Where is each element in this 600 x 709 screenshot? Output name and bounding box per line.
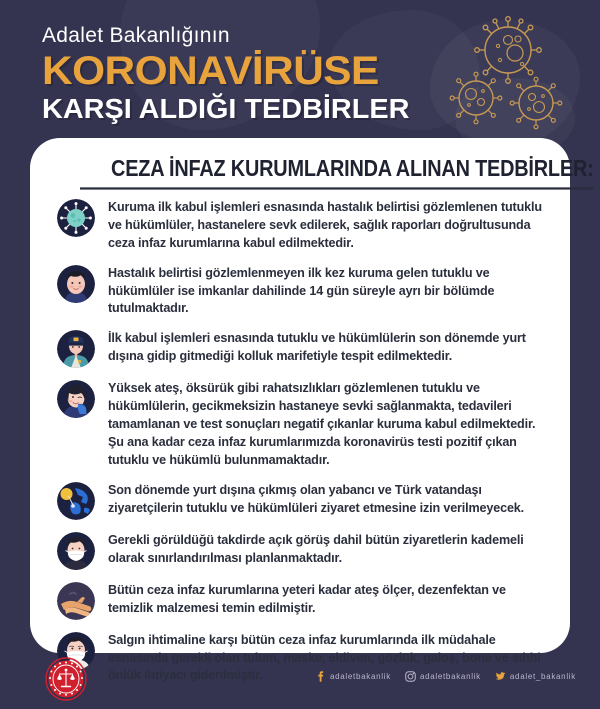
social-link-facebook[interactable] (315, 671, 391, 682)
list-item-text: Bütün ceza infaz kurumlarına yeteri kadar ateş ölçer, dezenfektan ve temizlik malzemesi temin edilmiştir. (108, 582, 506, 615)
list-item-text: Kuruma ilk kabul işlemleri esnasında hastalık belirtisi gözlemlenen tutuklu ve hükümlüler, hastanelere sevk edilerek, sağlık raporları doğrultusunda ceza infaz kurumlarına kabul edilmektedir. (108, 200, 542, 250)
globe-icon (57, 482, 95, 520)
handwashing-icon (57, 582, 95, 620)
twitter-icon (495, 671, 506, 682)
header-text-group (42, 24, 462, 123)
social-link-twitter[interactable] (495, 671, 576, 682)
police-officer-icon (57, 330, 95, 368)
ministry-of-justice-seal-icon (44, 657, 88, 701)
social-links (315, 671, 576, 682)
list-item (52, 264, 548, 319)
list-item (52, 329, 548, 368)
list-item (52, 531, 548, 570)
social-handle-facebook: adaletbakanlik (329, 672, 391, 681)
list-item (52, 198, 548, 253)
footer (0, 653, 600, 709)
coronavirus-icon (57, 199, 95, 237)
measures-list (52, 198, 548, 685)
list-item (52, 379, 548, 469)
instagram-icon (405, 671, 416, 682)
coughing-person-icon (57, 380, 95, 418)
list-item-text: Son dönemde yurt dışına çıkmış olan yabancı ve Türk vatandaşı ziyaretçilerin tutuklu ve hükümlüleri ziyaret etmesine izin verilmeyecek. (108, 482, 525, 515)
social-handle-instagram: adaletbakanlik (419, 672, 481, 681)
facebook-icon (315, 671, 326, 682)
coronavirus-cluster-icon (436, 8, 586, 133)
masked-woman-icon (57, 532, 95, 570)
list-item-text: İlk kabul işlemleri esnasında tutuklu ve hükümlülerin son dönemde yurt dışına gidip gitmediği kolluk marifetiyle tespit edilmektedir. (108, 331, 526, 364)
list-item (52, 481, 548, 520)
header-title-main: KORONAVİRÜSE (42, 49, 379, 94)
header (0, 0, 600, 140)
list-item-text: Salgın ihtimaline karşı bütün ceza infaz kurumlarında ilk müdahale esnasında gerekli olan tulum, maske, eldiven, gözlük, galoş, bone ve sıhhi önlük ihtiyacı giderilmiştir. (108, 632, 541, 683)
list-item-text: Gerekli görüldüğü takdirde açık görüş dahil bütün ziyaretlerin kademeli olarak sınırlandırılması planlanmaktadır. (108, 532, 524, 565)
list-item (52, 581, 548, 620)
list-item-text: Hastalık belirtisi gözlemlenmeyen ilk kez kuruma gelen tutuklu ve hükümlüler ise imkanlar dahilinde 14 gün süreyle ayrı bir bölümde tutulmaktadır. (108, 265, 495, 316)
list-item-text: Yüksek ateş, öksürük gibi rahatsızlıkları gözlemlenen tutuklu ve hükümlülerin, gecikmeksizin hastaneye sevki sağlanmakta, tedavileri tamamlanan ve test sonuçları negatif çıkanlar kuruma kabul edilmektedir. Şu ana kadar ceza infaz kurumlarımızda koronavirüs testi pozitif çıkan tutuklu ve hükümlü bulunmamaktadır. (108, 381, 536, 467)
social-link-instagram[interactable] (405, 671, 481, 682)
social-handle-twitter: adalet_bakanlik (509, 672, 576, 681)
header-kicker: Adalet Bakanlığının (42, 24, 230, 47)
person-face-icon (57, 265, 95, 303)
card-title: CEZA İNFAZ KURUMLARINDA ALINAN TEDBİRLER: (80, 156, 594, 190)
header-title-sub: KARŞI ALDIĞI TEDBİRLER (42, 92, 410, 124)
